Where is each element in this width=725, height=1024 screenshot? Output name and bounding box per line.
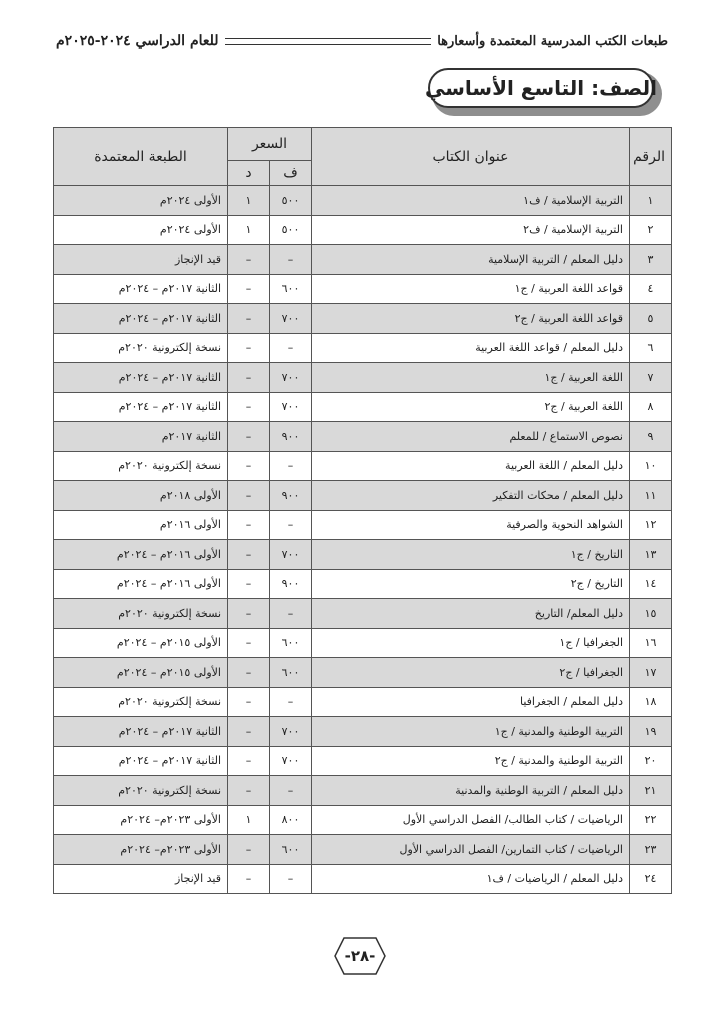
row-price-fils: ٥٠٠ (270, 186, 312, 216)
row-price-fils: ٩٠٠ (270, 481, 312, 511)
row-number: ٢٠ (630, 746, 672, 776)
row-number: ٧ (630, 363, 672, 393)
row-number: ٢١ (630, 776, 672, 806)
row-price-dinar: – (228, 776, 270, 806)
row-price-dinar: – (228, 569, 270, 599)
header-fils: ف (270, 161, 312, 186)
table-row (54, 746, 672, 776)
row-edition: الثانية ٢٠١٧م – ٢٠٢٤م (54, 717, 228, 747)
row-price-dinar: – (228, 304, 270, 334)
row-price-fils: – (270, 333, 312, 363)
row-price-fils: – (270, 776, 312, 806)
row-book-title: قواعد اللغة العربية / ج٢ (312, 304, 630, 334)
table-row (54, 864, 672, 894)
row-number: ٢ (630, 215, 672, 245)
row-edition: الأولى ٢٠٢٤م (54, 215, 228, 245)
header-edition: الطبعة المعتمدة (54, 128, 228, 186)
row-price-dinar: – (228, 628, 270, 658)
running-head-year: للعام الدراسي ٢٠٢٤-٢٠٢٥م (56, 33, 219, 49)
row-price-dinar: – (228, 333, 270, 363)
row-edition: الأولى ٢٠١٥م – ٢٠٢٤م (54, 658, 228, 688)
row-edition: الثانية ٢٠١٧م – ٢٠٢٤م (54, 274, 228, 304)
page-number: -٢٨- (344, 947, 376, 965)
row-edition: الثانية ٢٠١٧م (54, 422, 228, 452)
row-edition: نسخة إلكترونية ٢٠٢٠م (54, 333, 228, 363)
running-head-rule (225, 38, 432, 45)
row-number: ١٥ (630, 599, 672, 629)
row-edition: الأولى ٢٠١٥م – ٢٠٢٤م (54, 628, 228, 658)
row-price-dinar: ١ (228, 805, 270, 835)
row-book-title: اللغة العربية / ج١ (312, 363, 630, 393)
grade-title-pill (424, 68, 657, 108)
table-row (54, 776, 672, 806)
row-price-dinar: ١ (228, 215, 270, 245)
row-number: ١٦ (630, 628, 672, 658)
table-row (54, 333, 672, 363)
row-price-dinar: ١ (228, 186, 270, 216)
row-price-dinar: – (228, 540, 270, 570)
row-price-dinar: – (228, 835, 270, 865)
table-row (54, 569, 672, 599)
page-number-badge (334, 936, 386, 976)
row-book-title: الجغرافيا / ج٢ (312, 658, 630, 688)
table-row (54, 835, 672, 865)
table-row (54, 540, 672, 570)
row-price-fils: ٧٠٠ (270, 540, 312, 570)
row-number: ٢٤ (630, 864, 672, 894)
row-book-title: التربية الإسلامية / ف١ (312, 186, 630, 216)
row-edition: الثانية ٢٠١٧م – ٢٠٢٤م (54, 304, 228, 334)
row-edition: الثانية ٢٠١٧م – ٢٠٢٤م (54, 746, 228, 776)
row-number: ١٩ (630, 717, 672, 747)
row-edition: نسخة إلكترونية ٢٠٢٠م (54, 687, 228, 717)
row-edition: الأولى ٢٠١٦م – ٢٠٢٤م (54, 540, 228, 570)
row-price-fils: ٦٠٠ (270, 835, 312, 865)
row-book-title: دليل المعلم / محكات التفكير (312, 481, 630, 511)
row-price-dinar: – (228, 422, 270, 452)
row-price-fils: ٥٠٠ (270, 215, 312, 245)
row-price-fils: – (270, 599, 312, 629)
row-number: ٢٢ (630, 805, 672, 835)
row-price-fils: ٧٠٠ (270, 746, 312, 776)
row-edition: الثانية ٢٠١٧م – ٢٠٢٤م (54, 363, 228, 393)
row-book-title: اللغة العربية / ج٢ (312, 392, 630, 422)
row-number: ٦ (630, 333, 672, 363)
table-row (54, 687, 672, 717)
row-number: ١ (630, 186, 672, 216)
header-price: السعر (228, 128, 312, 161)
table-row (54, 392, 672, 422)
row-book-title: التربية الإسلامية / ف٢ (312, 215, 630, 245)
table-row (54, 422, 672, 452)
row-number: ٩ (630, 422, 672, 452)
table-row (54, 274, 672, 304)
row-price-dinar: – (228, 392, 270, 422)
row-number: ٢٣ (630, 835, 672, 865)
row-price-dinar: – (228, 746, 270, 776)
row-price-fils: ٦٠٠ (270, 274, 312, 304)
row-book-title: التاريخ / ج٢ (312, 569, 630, 599)
row-book-title: الشواهد النحوية والصرفية (312, 510, 630, 540)
table-row (54, 599, 672, 629)
row-price-dinar: – (228, 658, 270, 688)
row-book-title: الجغرافيا / ج١ (312, 628, 630, 658)
row-book-title: التربية الوطنية والمدنية / ج٢ (312, 746, 630, 776)
row-price-dinar: – (228, 510, 270, 540)
row-edition: الأولى ٢٠١٦م (54, 510, 228, 540)
row-book-title: دليل المعلم / اللغة العربية (312, 451, 630, 481)
table-row (54, 304, 672, 334)
grade-title: الصف: التاسع الأساسي (424, 76, 657, 100)
row-book-title: دليل المعلم / الرياضيات / ف١ (312, 864, 630, 894)
row-edition: نسخة إلكترونية ٢٠٢٠م (54, 599, 228, 629)
row-edition: الأولى ٢٠١٨م (54, 481, 228, 511)
row-number: ١٧ (630, 658, 672, 688)
table-row (54, 451, 672, 481)
row-number: ١٤ (630, 569, 672, 599)
header-number: الرقم (630, 128, 672, 186)
row-price-fils: – (270, 451, 312, 481)
row-edition: الأولى ٢٠٢٤م (54, 186, 228, 216)
row-price-dinar: – (228, 687, 270, 717)
row-price-fils: ٦٠٠ (270, 628, 312, 658)
row-edition: الثانية ٢٠١٧م – ٢٠٢٤م (54, 392, 228, 422)
books-table (53, 127, 672, 894)
row-price-fils: – (270, 687, 312, 717)
table-row (54, 481, 672, 511)
row-book-title: دليل المعلم / قواعد اللغة العربية (312, 333, 630, 363)
row-book-title: التربية الوطنية والمدنية / ج١ (312, 717, 630, 747)
table-header-row (54, 128, 672, 161)
row-number: ٣ (630, 245, 672, 275)
row-edition: الأولى ٢٠١٦م – ٢٠٢٤م (54, 569, 228, 599)
row-number: ١٨ (630, 687, 672, 717)
table-row (54, 510, 672, 540)
row-price-fils: ٨٠٠ (270, 805, 312, 835)
row-price-dinar: – (228, 864, 270, 894)
row-price-fils: ٧٠٠ (270, 717, 312, 747)
row-price-fils: ٧٠٠ (270, 363, 312, 393)
row-price-dinar: – (228, 599, 270, 629)
running-head-title: طبعات الكتب المدرسية المعتمدة وأسعارها (437, 33, 668, 49)
row-book-title: الرياضيات / كتاب التمارين/ الفصل الدراسي الأول (312, 835, 630, 865)
row-number: ١١ (630, 481, 672, 511)
row-edition: قيد الإنجاز (54, 864, 228, 894)
table-row (54, 717, 672, 747)
row-book-title: دليل المعلم / التربية الوطنية والمدنية (312, 776, 630, 806)
table-row (54, 215, 672, 245)
row-edition: نسخة إلكترونية ٢٠٢٠م (54, 776, 228, 806)
row-book-title: نصوص الاستماع / للمعلم (312, 422, 630, 452)
table-row (54, 805, 672, 835)
row-book-title: التاريخ / ج١ (312, 540, 630, 570)
row-number: ٤ (630, 274, 672, 304)
row-number: ٨ (630, 392, 672, 422)
row-price-fils: – (270, 510, 312, 540)
header-dinar: د (228, 161, 270, 186)
running-head (56, 24, 668, 58)
row-price-dinar: – (228, 363, 270, 393)
row-price-fils: – (270, 864, 312, 894)
row-price-dinar: – (228, 481, 270, 511)
row-price-fils: ٩٠٠ (270, 569, 312, 599)
row-book-title: الرياضيات / كتاب الطالب/ الفصل الدراسي الأول (312, 805, 630, 835)
row-edition: قيد الإنجاز (54, 245, 228, 275)
row-book-title: دليل المعلم/ التاريخ (312, 599, 630, 629)
header-title: عنوان الكتاب (312, 128, 630, 186)
row-number: ٥ (630, 304, 672, 334)
table-row (54, 186, 672, 216)
table-row (54, 245, 672, 275)
row-price-dinar: – (228, 245, 270, 275)
row-number: ١٣ (630, 540, 672, 570)
row-price-dinar: – (228, 274, 270, 304)
row-price-fils: ٦٠٠ (270, 658, 312, 688)
row-price-fils: ٧٠٠ (270, 304, 312, 334)
row-edition: نسخة إلكترونية ٢٠٢٠م (54, 451, 228, 481)
table-row (54, 658, 672, 688)
row-book-title: دليل المعلم / التربية الإسلامية (312, 245, 630, 275)
row-price-fils: ٧٠٠ (270, 392, 312, 422)
grade-title-box (424, 68, 660, 114)
row-price-fils: ٩٠٠ (270, 422, 312, 452)
row-book-title: دليل المعلم / الجغرافيا (312, 687, 630, 717)
row-price-dinar: – (228, 451, 270, 481)
row-edition: الأولى ٢٠٢٣م– ٢٠٢٤م (54, 805, 228, 835)
row-number: ١٢ (630, 510, 672, 540)
table-row (54, 628, 672, 658)
row-book-title: قواعد اللغة العربية / ج١ (312, 274, 630, 304)
row-price-fils: – (270, 245, 312, 275)
row-number: ١٠ (630, 451, 672, 481)
row-edition: الأولى ٢٠٢٣م– ٢٠٢٤م (54, 835, 228, 865)
row-price-dinar: – (228, 717, 270, 747)
table-row (54, 363, 672, 393)
